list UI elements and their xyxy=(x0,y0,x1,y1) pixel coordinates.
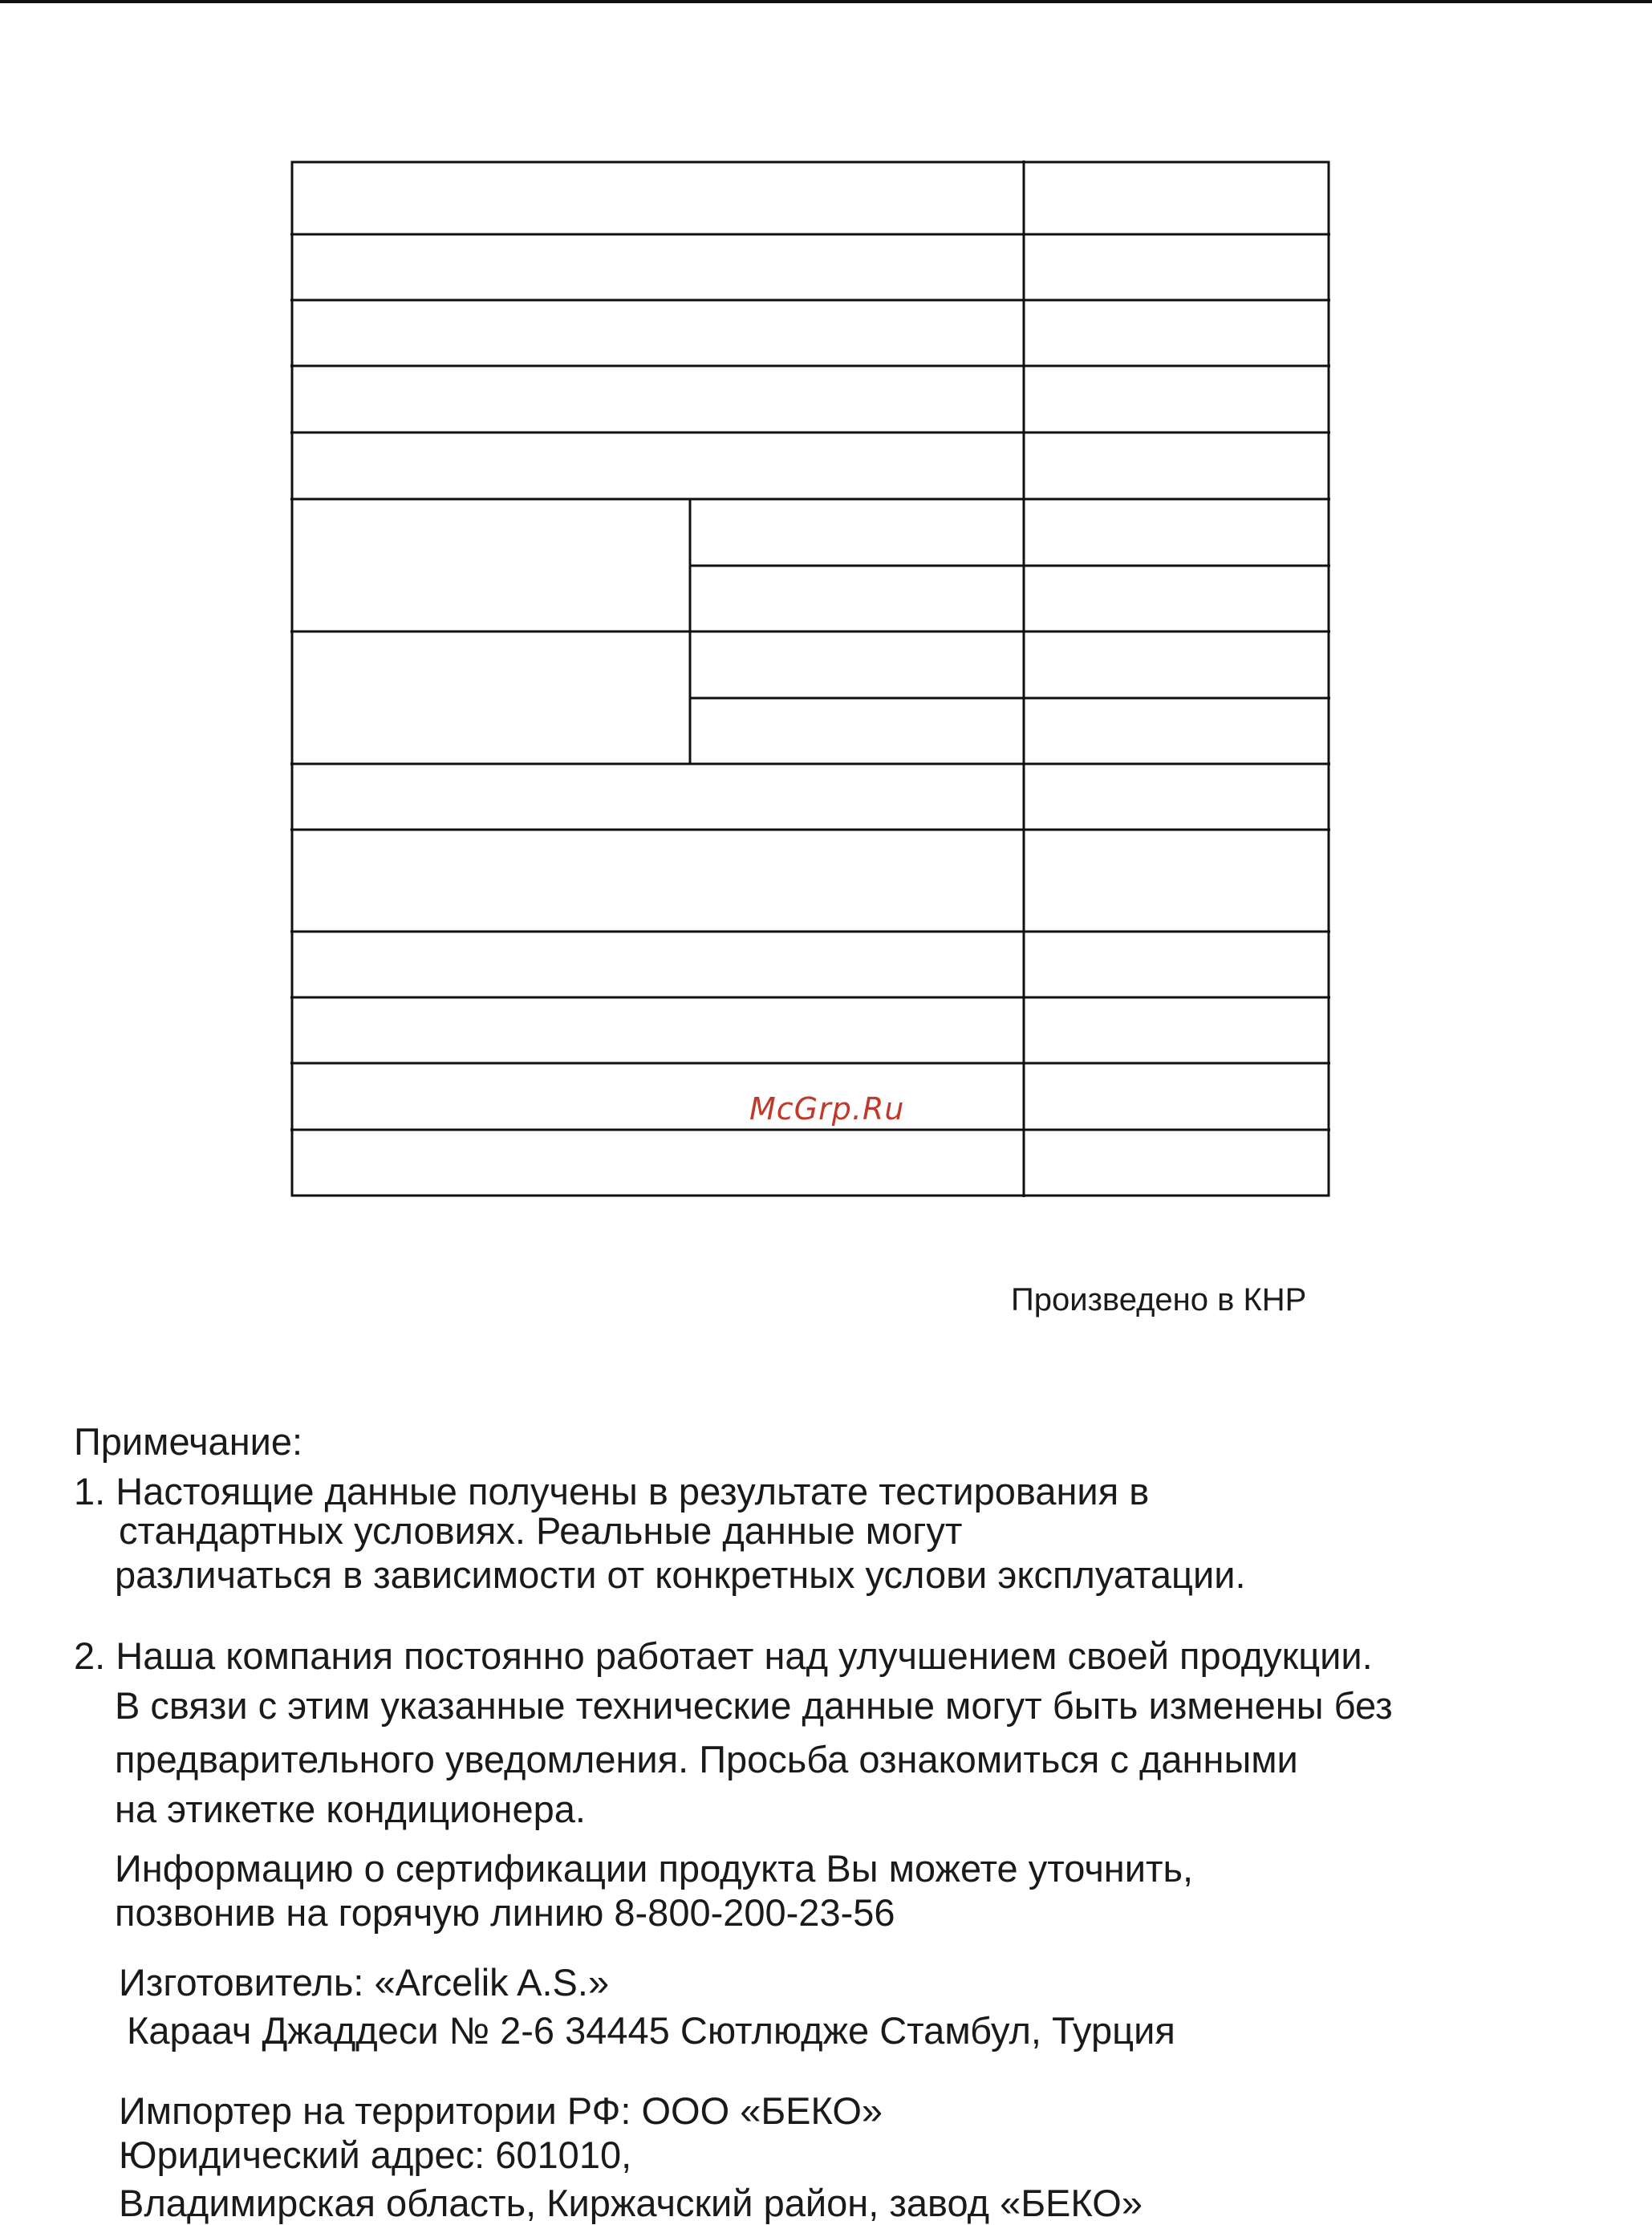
manufacturer-line-2: Караач Джаддеси № 2-6 34445 Сютлюдже Стамбул, Турция xyxy=(127,2009,1175,2052)
spec-table-grid xyxy=(290,160,1330,1197)
watermark: McGrp.Ru xyxy=(749,1091,905,1127)
made-in-text: Произведено в КНР xyxy=(1011,1282,1307,1318)
certification-line-2: позвонив на горячую линию 8-800-200-23-56 xyxy=(115,1891,895,1934)
importer-line-3: Владимирская область, Киржачский район, завод «БЕКО» xyxy=(119,2182,1143,2224)
spec-table xyxy=(290,160,1330,1197)
manufacturer-line-1: Изготовитель: «Arcelik A.S.» xyxy=(119,1961,610,2004)
importer-line-2: Юридический адрес: 601010, xyxy=(119,2134,632,2176)
note-item-2-line-3: предварительного уведомления. Просьба ознакомиться с данными xyxy=(115,1738,1298,1780)
note-item-2-line-4: на этикетке кондиционера. xyxy=(115,1788,586,1830)
certification-line-1: Информацию о сертификации продукта Вы можете уточнить, xyxy=(115,1847,1194,1890)
top-rule xyxy=(0,0,1652,3)
importer-line-1: Импортер на территории РФ: ООО «БЕКО» xyxy=(119,2089,883,2132)
note-item-2-line-1: 2. Наша компания постоянно работает над улучшением своей продукции. xyxy=(74,1634,1373,1677)
note-item-1-line-1: 1. Настоящие данные получены в результате тестирования в xyxy=(74,1470,1150,1512)
table-frame xyxy=(292,162,1329,1196)
note-item-1-line-2: стандартных условиях. Реальные данные могут xyxy=(119,1509,963,1552)
note-item-1-line-3: различаться в зависимости от конкретных услови эксплуатации. xyxy=(115,1553,1246,1596)
note-item-2-line-2: В связи с этим указанные технические данные могут быть изменены без xyxy=(115,1684,1393,1727)
note-title: Примечание: xyxy=(74,1420,303,1463)
